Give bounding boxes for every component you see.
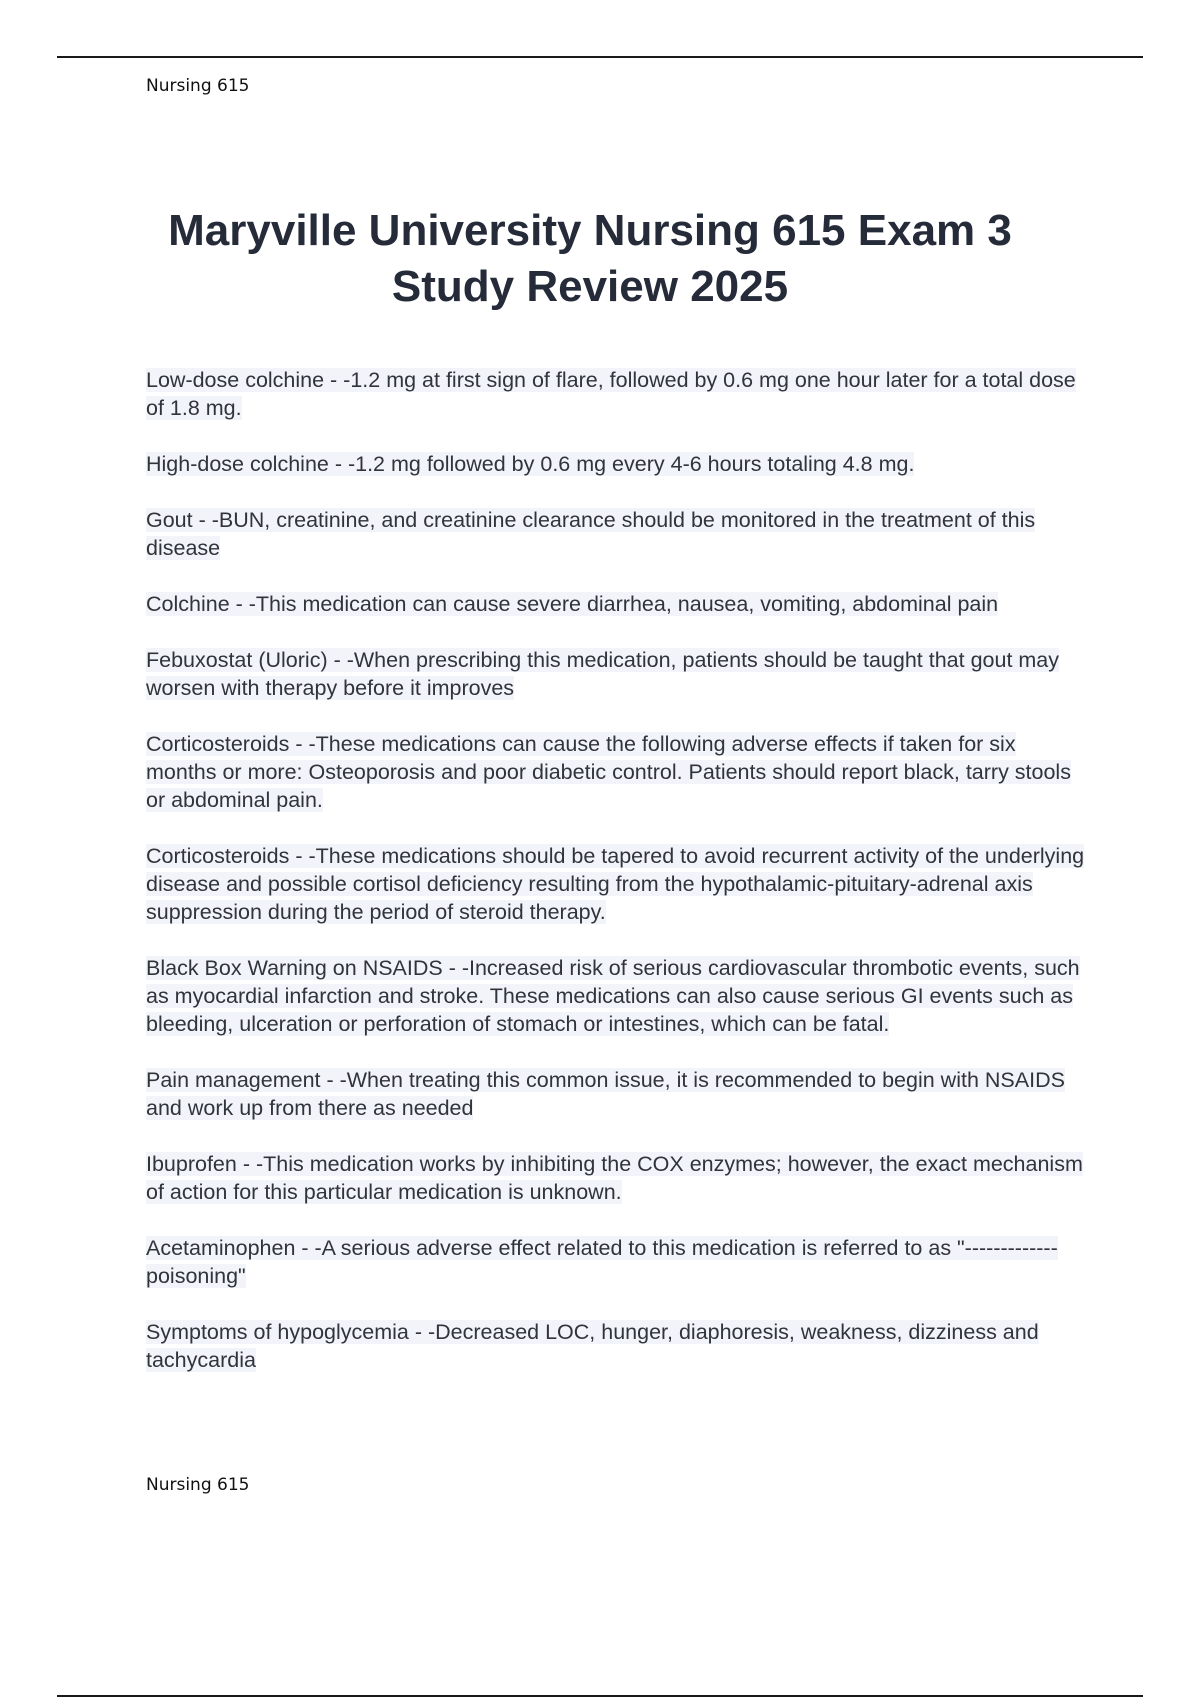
entry-text: Acetaminophen - -A serious adverse effect related to this medication is referred to as "------------- poisoning" <box>146 1236 1058 1288</box>
entry-text: Gout - -BUN, creatinine, and creatinine clearance should be monitored in the treatment of this disease <box>146 508 1036 560</box>
entry-text: High-dose colchine - -1.2 mg followed by 0.6 mg every 4-6 hours totaling 4.8 mg. <box>146 452 915 476</box>
entry-gout <box>146 506 1091 562</box>
top-rule <box>57 56 1143 58</box>
entry-text: Ibuprofen - -This medication works by inhibiting the COX enzymes; however, the exact mechanism of action for this particular medication is unknown. <box>146 1152 1083 1204</box>
entry-text: Corticosteroids - -These medications should be tapered to avoid recurrent activity of the underlying disease and possible cortisol deficiency resulting from the hypothalamic-pituitary-adrenal axis suppression during the period of steroid therapy. <box>146 844 1085 924</box>
entry-text: Black Box Warning on NSAIDS - -Increased risk of serious cardiovascular thrombotic events, such as myocardial infarction and stroke. These medications can also cause serious GI events such as bleeding, ulceration or perforation of stomach or intestines, which can be fatal. <box>146 956 1080 1036</box>
entry-black-box-nsaids <box>146 954 1091 1038</box>
entry-hypoglycemia <box>146 1318 1091 1374</box>
document-title: Maryville University Nursing 615 Exam 3 Study Review 2025 <box>168 206 1012 311</box>
running-header: Nursing 615 <box>146 76 250 96</box>
running-footer: Nursing 615 <box>146 1475 250 1495</box>
entry-febuxostat <box>146 646 1091 702</box>
entry-text: Symptoms of hypoglycemia - -Decreased LOC, hunger, diaphoresis, weakness, dizziness and tachycardia <box>146 1320 1039 1372</box>
entry-corticosteroids-adverse <box>146 730 1091 814</box>
entry-colchine <box>146 590 1091 618</box>
entry-acetaminophen <box>146 1234 1091 1290</box>
entry-low-dose-colchine <box>146 366 1091 422</box>
entry-text: Corticosteroids - -These medications can cause the following adverse effects if taken for six months or more: Osteoporosis and poor diabetic control. Patients should report black, tarry stools or abdominal pain. <box>146 732 1071 812</box>
entry-text: Pain management - -When treating this common issue, it is recommended to begin with NSAIDS and work up from there as needed <box>146 1068 1065 1120</box>
entry-text: Low-dose colchine - -1.2 mg at first sign of flare, followed by 0.6 mg one hour later for a total dose of 1.8 mg. <box>146 368 1076 420</box>
entry-text: Colchine - -This medication can cause severe diarrhea, nausea, vomiting, abdominal pain <box>146 592 999 616</box>
entry-high-dose-colchine <box>146 450 1091 478</box>
entry-pain-management <box>146 1066 1091 1122</box>
entry-text: Febuxostat (Uloric) - -When prescribing this medication, patients should be taught that gout may worsen with therapy before it improves <box>146 648 1060 700</box>
entry-corticosteroids-taper <box>146 842 1091 926</box>
study-entries <box>146 366 1091 1402</box>
entry-ibuprofen <box>146 1150 1091 1206</box>
bottom-rule <box>57 1695 1143 1697</box>
